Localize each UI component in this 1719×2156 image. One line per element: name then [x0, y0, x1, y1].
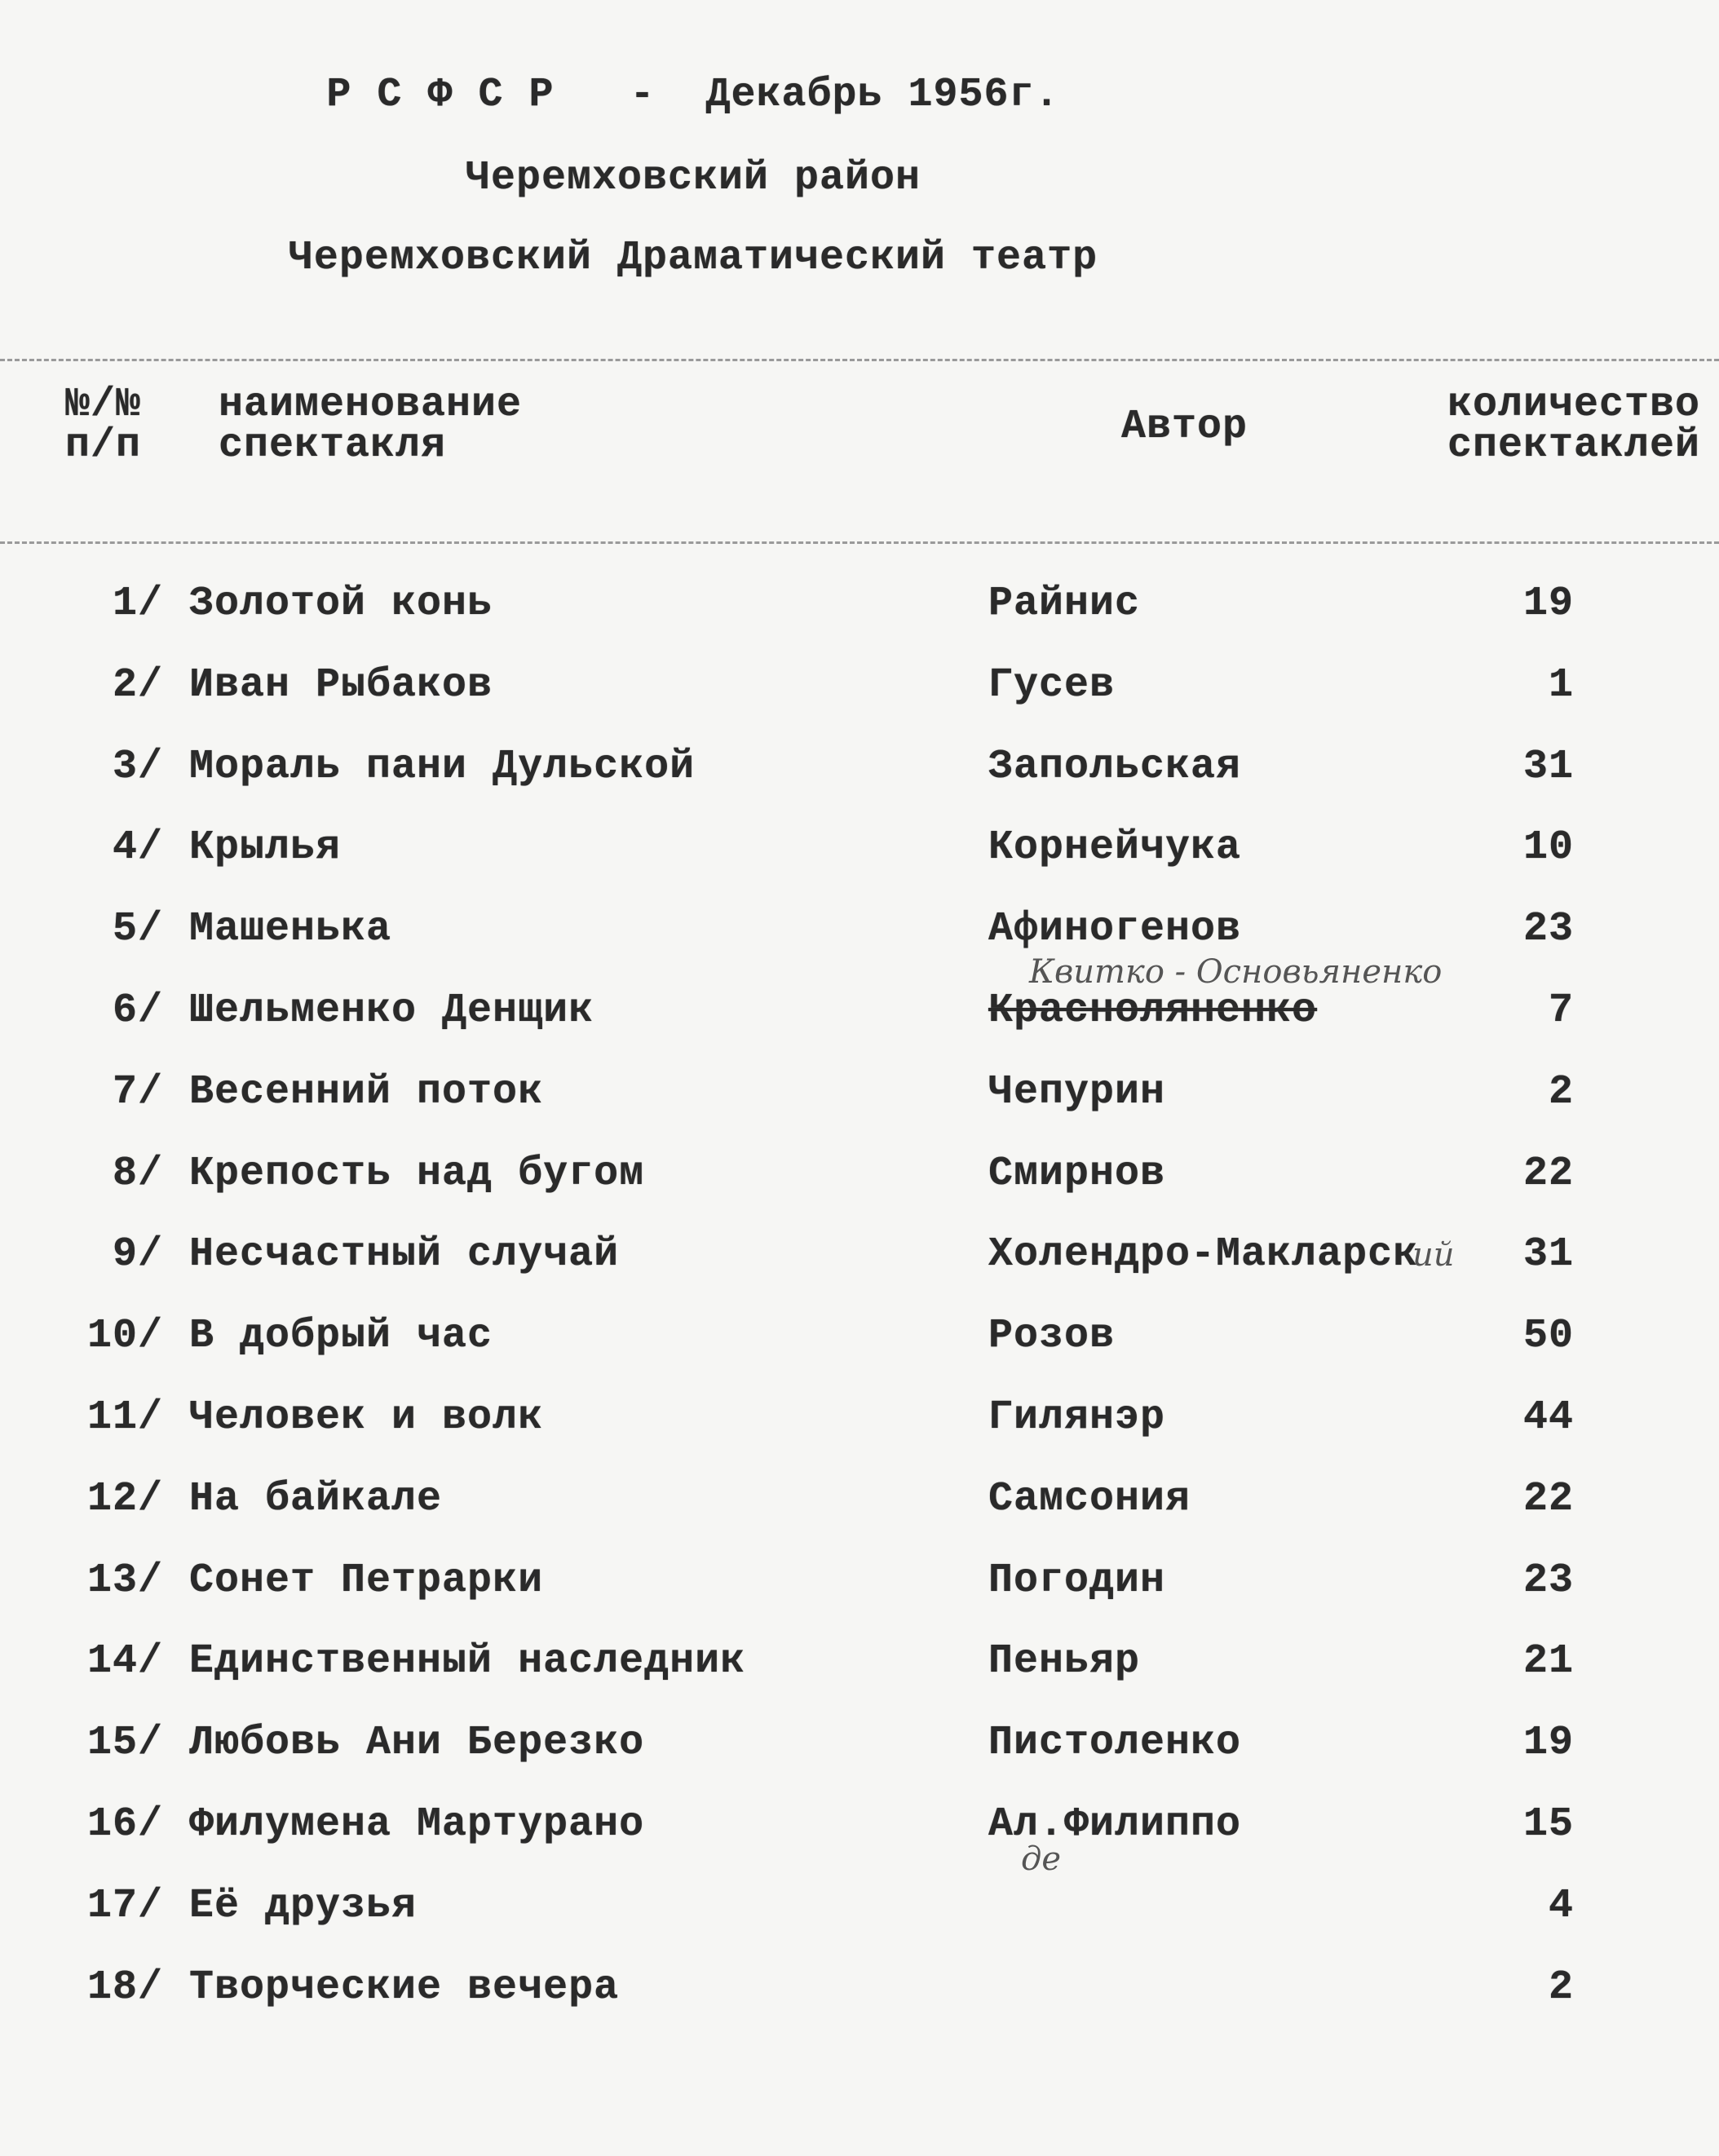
table-row	[0, 581, 1719, 654]
performance-count: 1	[1548, 661, 1574, 709]
row-number: 12/	[86, 1475, 163, 1522]
row-number: 4/	[112, 824, 163, 872]
col-num-2: п/п	[65, 422, 142, 469]
performance-count: 31	[1522, 1231, 1574, 1279]
table-row	[0, 1557, 1719, 1631]
play-author: Ал.Филиппо	[988, 1801, 1242, 1848]
play-title: Машенька	[189, 906, 392, 953]
performance-count: 2	[1548, 1068, 1574, 1116]
row-number: 15/	[86, 1720, 163, 1767]
performance-count: 7	[1548, 987, 1574, 1034]
row-number: 6/	[112, 987, 163, 1034]
play-author: Афиногенов	[988, 906, 1242, 953]
col-author: Автор	[1121, 404, 1248, 450]
play-author: Пеньяр	[988, 1638, 1141, 1685]
play-title: Золотой конь	[189, 581, 493, 627]
play-title: Крепость над бугом	[189, 1150, 645, 1197]
play-author: Погодин	[988, 1557, 1166, 1604]
table-row	[0, 1720, 1719, 1793]
table-row	[0, 1964, 1719, 2038]
play-title: Иван Рыбаков	[189, 661, 493, 709]
play-author: Райнис	[988, 581, 1141, 627]
table-row	[0, 662, 1719, 736]
play-author: Красноляненко	[988, 987, 1318, 1034]
row-number: 11/	[86, 1394, 163, 1441]
play-title: Весенний поток	[189, 1068, 544, 1116]
play-title: В добрый час	[189, 1313, 493, 1360]
row-number: 16/	[86, 1801, 163, 1848]
col-count-1: количество	[1447, 382, 1701, 428]
play-title: Крылья	[189, 824, 342, 872]
performance-count: 10	[1522, 824, 1574, 872]
table-row	[0, 1313, 1719, 1386]
row-number: 14/	[86, 1638, 163, 1685]
play-author: Розов	[988, 1313, 1116, 1360]
table-row	[0, 1151, 1719, 1224]
play-title: На байкале	[189, 1475, 443, 1522]
header-line-1: Р С Ф С Р - Декабрь 1956г.	[326, 72, 1060, 118]
performance-count: 4	[1548, 1882, 1574, 1929]
row-number: 1/	[112, 581, 163, 627]
table-row	[0, 1231, 1719, 1305]
play-author: Гусев	[988, 661, 1116, 709]
performance-count: 22	[1522, 1150, 1574, 1197]
table-row	[0, 1801, 1719, 1878]
handwritten-correction: ий	[1412, 1236, 1455, 1275]
table-row	[0, 1476, 1719, 1549]
table-row	[0, 1638, 1719, 1712]
header-district: Черемховский район	[465, 155, 921, 201]
row-number: 10/	[86, 1313, 163, 1360]
play-title: Мораль пани Дульской	[189, 743, 696, 790]
table-row	[0, 953, 1719, 1061]
play-author: Корнейчука	[988, 824, 1242, 872]
row-number: 5/	[112, 906, 163, 953]
row-number: 7/	[112, 1068, 163, 1116]
performance-count: 44	[1522, 1394, 1574, 1441]
col-num-1: №/№	[65, 382, 142, 428]
handwritten-correction: де	[1021, 1840, 1062, 1878]
play-author: Запольская	[988, 743, 1242, 790]
performance-count: 22	[1522, 1475, 1574, 1522]
row-number: 9/	[112, 1231, 163, 1279]
handwritten-correction: Квитко - Основьяненко	[1029, 953, 1443, 991]
row-number: 18/	[86, 1964, 163, 2011]
performance-count: 19	[1522, 1720, 1574, 1767]
play-title: Филумена Мартурано	[189, 1801, 645, 1848]
performance-count: 19	[1522, 581, 1574, 627]
play-title: Несчастный случай	[189, 1231, 620, 1279]
play-author: Смирнов	[988, 1150, 1166, 1197]
row-number: 2/	[112, 661, 163, 709]
row-number: 17/	[86, 1882, 163, 1929]
play-title: Любовь Ани Березко	[189, 1720, 645, 1767]
performance-count: 50	[1522, 1313, 1574, 1360]
play-title: Единственный наследник	[189, 1638, 746, 1685]
col-title-1: наименование	[219, 382, 523, 428]
table-row	[0, 906, 1719, 979]
divider-top	[0, 359, 1719, 361]
col-title-2: спектакля	[219, 422, 447, 469]
play-author: Чепурин	[988, 1068, 1166, 1116]
performance-count: 15	[1522, 1801, 1574, 1848]
play-author: Самсония	[988, 1475, 1191, 1522]
play-title: Творческие вечера	[189, 1964, 620, 2011]
play-title: Её друзья	[189, 1882, 418, 1929]
performance-count: 2	[1548, 1964, 1574, 2011]
performance-count: 23	[1522, 1557, 1574, 1604]
play-author: Гилянэр	[988, 1394, 1166, 1441]
col-count-2: спектаклей	[1447, 422, 1701, 469]
play-author: Пистоленко	[988, 1720, 1242, 1767]
divider-header	[0, 541, 1719, 544]
performance-count: 23	[1522, 906, 1574, 953]
row-number: 8/	[112, 1150, 163, 1197]
table-row	[0, 1069, 1719, 1142]
performance-count: 21	[1522, 1638, 1574, 1685]
row-number: 3/	[112, 743, 163, 790]
play-title: Шельменко Денщик	[189, 987, 594, 1034]
play-author: Холендро-Макларск	[988, 1231, 1419, 1279]
play-title: Сонет Петрарки	[189, 1557, 544, 1604]
play-title: Человек и волк	[189, 1394, 544, 1441]
table-row	[0, 1883, 1719, 1956]
table-row	[0, 824, 1719, 898]
row-number: 13/	[86, 1557, 163, 1604]
table-row	[0, 744, 1719, 817]
performance-count: 31	[1522, 743, 1574, 790]
table-row	[0, 1394, 1719, 1468]
header-theatre: Черемховский Драматический театр	[288, 235, 1098, 281]
